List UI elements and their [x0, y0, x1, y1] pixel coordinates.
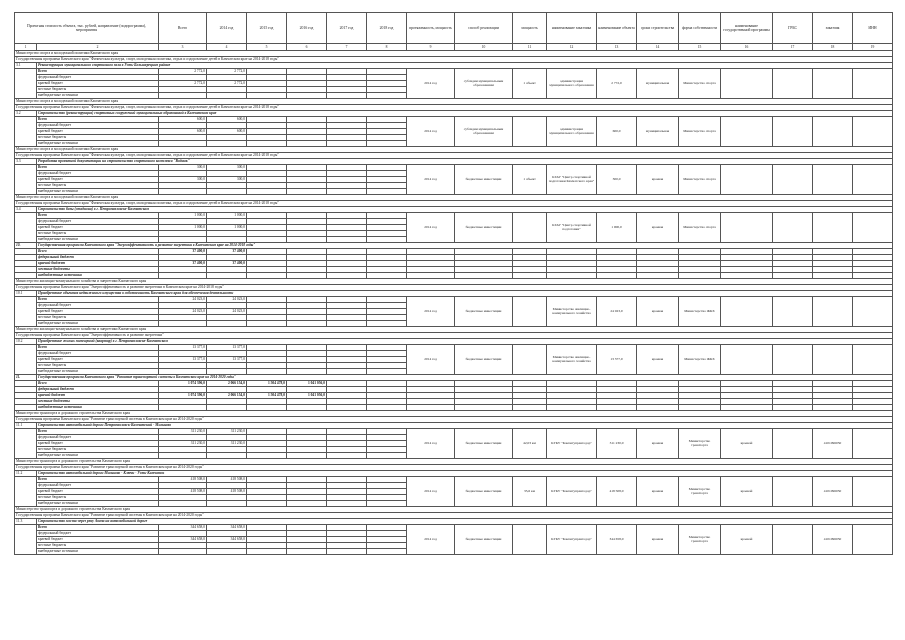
fund-2014: 300,0	[207, 165, 247, 171]
object-name: Строительство (реконструкция) спортивных сооружений муниципальных образований в Камчатском крае	[37, 111, 893, 117]
fund-source: федеральный бюджет	[37, 303, 159, 309]
fund-source: внебюджетные источники	[37, 549, 159, 555]
object-cost: 311 230,0	[597, 429, 637, 459]
object-cost: 24 023,0	[597, 297, 637, 327]
fund-source: краевой бюджет	[37, 357, 159, 363]
object-code: 10.2	[15, 339, 37, 345]
header-cell: способ реализации	[455, 13, 513, 44]
object-form: краевая	[637, 429, 679, 459]
column-number: 19	[853, 44, 893, 51]
fund-total: 344 658,0	[159, 537, 207, 543]
object-desc: бюджетные инвестиции	[455, 345, 513, 375]
spacer-cell	[15, 297, 37, 327]
fund-source: федеральный бюджет	[37, 171, 159, 177]
object-customer: КГАУ "Центр спортивной подготовки Камчатского края"	[547, 165, 597, 195]
fund-source: федеральный бюджет	[37, 531, 159, 537]
document-sheet	[14, 12, 892, 555]
object-form: краевая	[637, 345, 679, 375]
column-number: 18	[813, 44, 853, 51]
object-customer: КГКУ "Камчатуправтодор"	[547, 429, 597, 459]
fund-source: федеральный бюджет	[37, 255, 159, 261]
column-number: 10	[455, 44, 513, 51]
object-customer: Министерство жилищно-коммунального хозяйства	[547, 297, 597, 327]
program-label: Государственная программа Камчатского края "Физическая культура, спорт, молодежная политика, отдых и оздоровление детей в Камчатском крае на 2014-2018 годы"	[15, 153, 893, 159]
header-cell: ИНН	[853, 13, 893, 44]
object-last	[853, 477, 893, 507]
fund-source: местные бюджеты	[37, 543, 159, 549]
object-year: 2014 год	[407, 165, 455, 195]
header-cell: сроки строительства	[637, 13, 679, 44]
fund-total: 600,0	[159, 129, 207, 135]
object-form: краевая	[637, 165, 679, 195]
program-label: Государственная программа Камчатского края "Развитие транспортной системы в Камчатском крае на 2014-2020 годы"	[15, 417, 893, 423]
header-cell: Проектная стоимость объекта, тыс. рублей, направление (подпрограмма), мероприятия	[15, 13, 159, 44]
header-cell: форма собственности	[679, 13, 721, 44]
object-customer: Министерство жилищно-коммунального хозяйства	[547, 345, 597, 375]
fund-total: 600,0	[159, 117, 207, 123]
header-row	[15, 13, 893, 44]
fund-source: местные бюджеты	[37, 315, 159, 321]
ministry-label: Министерство спорта и молодежной политики Камчатского края	[15, 99, 893, 105]
fund-source: краевой бюджет	[37, 129, 159, 135]
fund-total: 1 074 396,0	[159, 381, 207, 387]
object-capacity	[513, 525, 547, 555]
fund-source: Всего	[37, 381, 159, 387]
fund-source: местные бюджеты	[37, 363, 159, 369]
object-customer: КГКУ "Камчатуправтодор"	[547, 477, 597, 507]
fund-total: 300,0	[159, 165, 207, 171]
fund-source: внебюджетные источники	[37, 321, 159, 327]
object-last	[853, 525, 893, 555]
fund-2014: 344 658,0	[207, 525, 247, 531]
fund-source: краевой бюджет	[37, 177, 159, 183]
object-extra	[773, 297, 813, 327]
fund-2015: 1 504 478,0	[247, 381, 287, 387]
object-name: Строительство автомобильной дороги Петропавловск-Камчатский - Мильково	[37, 423, 893, 429]
object-form: муниципальная	[637, 69, 679, 99]
object-customer: администрация муниципального образования	[547, 117, 597, 147]
column-number: 1	[15, 44, 37, 51]
fund-source: Всего	[37, 297, 159, 303]
object-form: краевая	[637, 213, 679, 243]
object-last	[853, 165, 893, 195]
fund-2014: 37 400,0	[207, 261, 247, 267]
table-body	[15, 44, 893, 555]
fund-total: 1 074 396,0	[159, 393, 207, 399]
object-cost: 2 772,0	[597, 69, 637, 99]
fund-total: 2 772,0	[159, 69, 207, 75]
fund-total: 37 400,0	[159, 261, 207, 267]
object-code: 11.1	[15, 423, 37, 429]
program-label: Государственная программа Камчатского края "Энергоэффективность и развитие энергетики в Камчатском крае на 2014-2018 годы"	[15, 285, 893, 291]
object-desc: бюджетные инвестиции	[455, 297, 513, 327]
object-inn	[813, 165, 853, 195]
fund-source: Всего	[37, 117, 159, 123]
ministry-label: Министерство спорта и молодежной политики Камчатского края	[15, 51, 893, 57]
object-last	[853, 117, 893, 147]
object-customer: администрация муниципального образования	[547, 69, 597, 99]
object-customer: КГАУ "Центр спортивной подготовки"	[547, 213, 597, 243]
program-label: Государственная программа Камчатского края "Развитие транспортной системы в Камчатском крае на 2014-2020 годы"	[15, 513, 893, 519]
fund-total: 2 772,0	[159, 81, 207, 87]
object-name: Строительство базы (стадиона) в г. Петропавловске-Камчатском	[37, 207, 893, 213]
fund-source: местные бюджеты	[37, 447, 159, 453]
fund-source: федеральный бюджет	[37, 351, 159, 357]
object-year: 2014 год	[407, 525, 455, 555]
object-inn	[813, 213, 853, 243]
header-cell: заказчик	[813, 13, 853, 44]
object-code: 3.4	[15, 207, 37, 213]
object-name: Реконструкция муниципального спортивного зала в Усть-Большерецком районе	[37, 63, 893, 69]
fund-source: федеральный бюджет	[37, 435, 159, 441]
fund-total: 37 400,0	[159, 249, 207, 255]
object-cost: 13 377,0	[597, 345, 637, 375]
object-desc: бюджетные инвестиции	[455, 429, 513, 459]
column-number: 4	[207, 44, 247, 51]
object-inn	[813, 69, 853, 99]
object-capacity: 42,03 км	[513, 429, 547, 459]
fund-2014: 600,0	[207, 117, 247, 123]
fund-source: краевой бюджет	[37, 81, 159, 87]
program-label: Государственная программа Камчатского края "Физическая культура, спорт, молодежная политика, отдых и оздоровление детей в Камчатском крае на 2014-2018 годы"	[15, 57, 893, 63]
object-year: 2014 год	[407, 345, 455, 375]
object-extra	[773, 525, 813, 555]
ministry-label: Министерство спорта и молодежной политики Камчатского края	[15, 147, 893, 153]
object-desc: бюджетные инвестиции	[455, 477, 513, 507]
fund-2014: 37 400,0	[207, 249, 247, 255]
fund-2014: 418 508,0	[207, 489, 247, 495]
program-title: Государственная программа Камчатского края "Энергоэффективность и развитие энергетики в Камчатском крае на 2014-2018 годы"	[37, 243, 893, 249]
object-year: 2014 год	[407, 213, 455, 243]
ministry-label: Министерство спорта и молодежной политики Камчатского края	[15, 195, 893, 201]
object-code: 11.3	[15, 519, 37, 525]
fund-source: внебюджетные источники	[37, 501, 159, 507]
object-last	[853, 69, 893, 99]
fund-source: внебюджетные источники	[37, 189, 159, 195]
object-grbs: краевой	[721, 477, 773, 507]
fund-2014: 2 772,0	[207, 81, 247, 87]
object-extra	[773, 477, 813, 507]
object-code: 11.2	[15, 471, 37, 477]
column-number: 7	[327, 44, 367, 51]
object-grbs	[721, 345, 773, 375]
object-grbs	[721, 117, 773, 147]
object-extra	[773, 345, 813, 375]
fund-source: Всего	[37, 165, 159, 171]
object-cost: 418 508,0	[597, 477, 637, 507]
object-grbs: краевой	[721, 525, 773, 555]
object-name: Строительство автомобильной дороги Мильково - Ключи - Усть-Камчатск	[37, 471, 893, 477]
header-cell: 2018 год	[367, 13, 407, 44]
object-org: Министерство спорта	[679, 117, 721, 147]
fund-total: 1 000,0	[159, 213, 207, 219]
object-cost: 300,0	[597, 165, 637, 195]
spacer-cell	[15, 429, 37, 459]
fund-source: краевой бюджет	[37, 261, 159, 267]
fund-source: внебюджетные источники	[37, 93, 159, 99]
fund-source: краевой бюджет	[37, 489, 159, 495]
column-number: 14	[637, 44, 679, 51]
object-org: Министерство ЖКХ	[679, 297, 721, 327]
fund-source: местные бюджеты	[37, 495, 159, 501]
header-cell: 2017 год	[327, 13, 367, 44]
fund-source: Всего	[37, 429, 159, 435]
object-last	[853, 345, 893, 375]
column-number: 3	[159, 44, 207, 51]
fund-source: Всего	[37, 69, 159, 75]
object-form: муниципальная	[637, 117, 679, 147]
header-cell: Всего	[159, 13, 207, 44]
fund-source: внебюджетные источники	[37, 405, 159, 411]
program-title: Государственная программа Камчатского края "Развитие транспортной системы в Камчатском крае на 2014-2020 годы"	[37, 375, 893, 381]
fund-source: Всего	[37, 525, 159, 531]
fund-2016	[287, 549, 327, 555]
ministry-label: Министерство жилищно-коммунального хозяйства и энергетики Камчатского края	[15, 279, 893, 285]
fund-total: 418 508,0	[159, 477, 207, 483]
ministry-label: Министерство транспорта и дорожного строительства Камчатского края	[15, 411, 893, 417]
object-org: Министерство ЖКХ	[679, 345, 721, 375]
header-cell: наименование объекта	[597, 13, 637, 44]
investment-table	[14, 12, 893, 555]
fund-source: внебюджетные источники	[37, 237, 159, 243]
ministry-label: Министерство жилищно-коммунального хозяйства и энергетики Камчатского края	[15, 327, 893, 333]
fund-2018	[367, 549, 407, 555]
object-code: 3.2	[15, 111, 37, 117]
fund-total	[159, 549, 207, 555]
object-desc: бюджетные инвестиции	[455, 525, 513, 555]
object-extra	[773, 213, 813, 243]
object-name: Приобретение жилых помещений (квартир) в г. Петропавловске-Камчатском	[37, 339, 893, 345]
fund-source: внебюджетные источники	[37, 273, 159, 279]
fund-2014: 13 377,0	[207, 357, 247, 363]
object-year: 2014 год	[407, 117, 455, 147]
object-name: Строительство моста через реку Авача на автомобильной дороге	[37, 519, 893, 525]
object-cost: 1 000,0	[597, 213, 637, 243]
header-cell: 2016 год	[287, 13, 327, 44]
object-desc: субсидии муниципальным образованиям	[455, 117, 513, 147]
fund-source: местные бюджеты	[37, 87, 159, 93]
fund-2015: 1 504 478,0	[247, 393, 287, 399]
object-code: 3.1	[15, 63, 37, 69]
fund-source: федеральный бюджет	[37, 219, 159, 225]
fund-total: 1 000,0	[159, 225, 207, 231]
object-form: краевая	[637, 525, 679, 555]
program-label: Государственная программа Камчатского края "Развитие транспортной системы в Камчатском крае на 2014-2020 годы"	[15, 465, 893, 471]
object-last	[853, 429, 893, 459]
object-inn	[813, 345, 853, 375]
fund-source: федеральный бюджет	[37, 483, 159, 489]
fund-source: краевой бюджет	[37, 225, 159, 231]
spacer-cell	[15, 117, 37, 147]
object-capacity: 35,6 км	[513, 477, 547, 507]
object-capacity: 1 объект	[513, 69, 547, 99]
fund-total: 311 230,0	[159, 441, 207, 447]
fund-source: Всего	[37, 477, 159, 483]
header-cell: 2014 год	[207, 13, 247, 44]
object-desc: бюджетные инвестиции	[455, 213, 513, 243]
fund-2016: 1 041 056,0	[287, 381, 327, 387]
header-cell: наименование заказчика	[547, 13, 597, 44]
object-year: 2014 год	[407, 297, 455, 327]
object-capacity	[513, 213, 547, 243]
ministry-label: Министерство транспорта и дорожного строительства Камчатского края	[15, 459, 893, 465]
object-desc: бюджетные инвестиции	[455, 165, 513, 195]
object-name: Приобретение объектов недвижимого имущества в собственность Камчатского края для обеспечения деятельности	[37, 291, 893, 297]
fund-source: краевой бюджет	[37, 537, 159, 543]
object-grbs	[721, 213, 773, 243]
fund-total: 24 023,0	[159, 309, 207, 315]
object-capacity: 1 объект	[513, 165, 547, 195]
spacer-cell	[15, 213, 37, 243]
column-number-row	[15, 44, 893, 51]
fund-source: краевой бюджет	[37, 441, 159, 447]
program-label: Государственная программа Камчатского края "Энергоэффективность и развитие энергетики"	[15, 333, 893, 339]
spacer-cell	[15, 69, 37, 99]
object-name: Разработка проектной документации на строительство спортивного комплекса "Водник"	[37, 159, 893, 165]
fund-2014: 311 230,0	[207, 441, 247, 447]
column-number: 13	[597, 44, 637, 51]
fund-total: 24 023,0	[159, 297, 207, 303]
object-last	[853, 213, 893, 243]
object-extra	[773, 165, 813, 195]
fund-source: местные бюджеты	[37, 183, 159, 189]
fund-2014: 24 023,0	[207, 309, 247, 315]
fund-source: федеральный бюджет	[37, 75, 159, 81]
fund-source: Всего	[37, 345, 159, 351]
fund-source: федеральный бюджет	[37, 387, 159, 393]
fund-2014: 2 066 154,0	[207, 393, 247, 399]
fund-source: местные бюджеты	[37, 267, 159, 273]
object-grbs	[721, 297, 773, 327]
object-org: Министерство транспорта	[679, 525, 721, 555]
fund-total: 344 658,0	[159, 525, 207, 531]
fund-total: 311 230,0	[159, 429, 207, 435]
object-capacity	[513, 117, 547, 147]
program-label: Государственная программа Камчатского края "Физическая культура, спорт, молодежная политика, отдых и оздоровление детей в Камчатском крае на 2014-2018 годы"	[15, 105, 893, 111]
fund-source: федеральный бюджет	[37, 123, 159, 129]
fund-2014: 311 230,0	[207, 429, 247, 435]
object-code: 10.1	[15, 291, 37, 297]
object-extra	[773, 69, 813, 99]
spacer-cell	[15, 165, 37, 195]
object-inn: 4101096050	[813, 525, 853, 555]
fund-2017	[327, 549, 367, 555]
spacer-cell	[15, 345, 37, 375]
fund-source: внебюджетные источники	[37, 141, 159, 147]
fund-2014: 1 000,0	[207, 213, 247, 219]
object-capacity	[513, 345, 547, 375]
fund-source: внебюджетные источники	[37, 369, 159, 375]
column-number: 6	[287, 44, 327, 51]
object-org: Министерство спорта	[679, 69, 721, 99]
column-number: 9	[407, 44, 455, 51]
object-capacity	[513, 297, 547, 327]
object-desc: субсидии муниципальным образованиям	[455, 69, 513, 99]
fund-2016: 1 041 056,0	[287, 393, 327, 399]
fund-2014: 1 000,0	[207, 225, 247, 231]
object-cost: 344 658,0	[597, 525, 637, 555]
object-org: Министерство транспорта	[679, 429, 721, 459]
program-code: 10.	[15, 243, 37, 249]
fund-source: внебюджетные источники	[37, 453, 159, 459]
fund-2014: 418 508,0	[207, 477, 247, 483]
fund-total: 13 377,0	[159, 345, 207, 351]
spacer-cell	[15, 477, 37, 507]
object-inn	[813, 297, 853, 327]
object-inn	[813, 117, 853, 147]
ministry-label: Министерство транспорта и дорожного строительства Камчатского края	[15, 507, 893, 513]
column-number: 11	[513, 44, 547, 51]
object-inn: 4101096050	[813, 477, 853, 507]
object-code: 3.3	[15, 159, 37, 165]
object-year: 2014 год	[407, 429, 455, 459]
object-last	[853, 297, 893, 327]
header-cell: ГРБС	[773, 13, 813, 44]
object-year: 2014 год	[407, 477, 455, 507]
object-extra	[773, 117, 813, 147]
fund-source: местные бюджеты	[37, 231, 159, 237]
object-org: Министерство спорта	[679, 165, 721, 195]
fund-total: 13 377,0	[159, 357, 207, 363]
fund-total: 418 508,0	[159, 489, 207, 495]
object-extra	[773, 429, 813, 459]
header-cell: наименование государственной программы	[721, 13, 773, 44]
fund-2014: 13 377,0	[207, 345, 247, 351]
header-cell: мощность	[513, 13, 547, 44]
program-code: 11.	[15, 375, 37, 381]
fund-total: 300,0	[159, 177, 207, 183]
object-year: 2014 год	[407, 69, 455, 99]
column-number: 2	[37, 44, 159, 51]
object-grbs	[721, 69, 773, 99]
column-number: 15	[679, 44, 721, 51]
fund-2014: 600,0	[207, 129, 247, 135]
fund-source: краевой бюджет	[37, 309, 159, 315]
fund-2014: 300,0	[207, 177, 247, 183]
object-customer: КГКУ "Камчатуправтодор"	[547, 525, 597, 555]
fund-2014: 2 772,0	[207, 69, 247, 75]
fund-source: Всего	[37, 249, 159, 255]
spacer-cell	[15, 525, 37, 555]
object-cost: 600,0	[597, 117, 637, 147]
object-grbs	[721, 165, 773, 195]
column-number: 17	[773, 44, 813, 51]
fund-2014: 344 658,0	[207, 537, 247, 543]
column-number: 5	[247, 44, 287, 51]
object-form: краевая	[637, 477, 679, 507]
column-number: 16	[721, 44, 773, 51]
object-org: Министерство спорта	[679, 213, 721, 243]
header-cell: 2015 год	[247, 13, 287, 44]
column-number: 12	[547, 44, 597, 51]
fund-source: местные бюджеты	[37, 135, 159, 141]
fund-2014: 2 066 154,0	[207, 381, 247, 387]
program-label: Государственная программа Камчатского края "Физическая культура, спорт, молодежная политика, отдых и оздоровление детей в Камчатском крае на 2014-2018 годы"	[15, 201, 893, 207]
fund-2015	[247, 549, 287, 555]
header-cell: протяженность, мощность	[407, 13, 455, 44]
object-form: краевая	[637, 297, 679, 327]
object-grbs: краевой	[721, 429, 773, 459]
object-org: Министерство транспорта	[679, 477, 721, 507]
fund-source: местные бюджеты	[37, 399, 159, 405]
object-inn: 4101096050	[813, 429, 853, 459]
fund-source: Всего	[37, 213, 159, 219]
fund-2014	[207, 549, 247, 555]
fund-source: краевой бюджет	[37, 393, 159, 399]
fund-2014: 24 023,0	[207, 297, 247, 303]
column-number: 8	[367, 44, 407, 51]
